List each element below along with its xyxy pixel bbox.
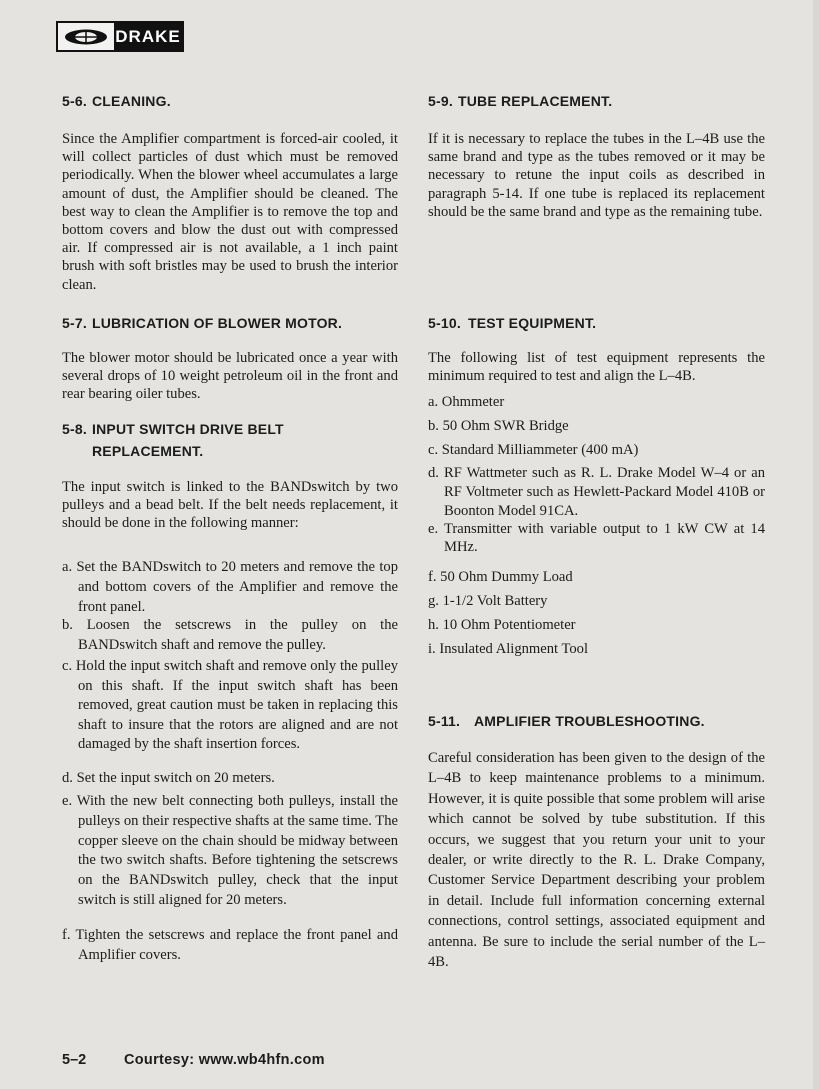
section-number: 5-6. [62,93,87,109]
section-number: 5-9. [428,93,453,109]
section-title: TEST EQUIPMENT. [468,315,597,331]
section-number: 5-11. [428,713,461,729]
drake-logo [56,21,184,52]
list-item: f. Tighten the setscrews and replace the front panel and Amplifier covers. [62,927,398,963]
list-item: g. 1-1/2 Volt Battery [428,593,548,609]
section-number: 5-8. [62,421,87,437]
list-item: h. 10 Ohm Potentiometer [428,617,576,633]
list-item: i. Insulated Alignment Tool [428,641,589,657]
list-item: b. 50 Ohm SWR Bridge [428,418,569,434]
section-heading-5-8 [62,418,284,462]
belt-paragraph: The input switch is linked to the BANDswitch by two pulleys and a bead belt. If the belt needs replacement, it should be done in the following manner: [62,479,398,532]
troubleshooting-paragraph: Careful consideration has been given to the design of the L–4B to keep maintenance problems to a minimum. However, it is quite possible that some problem will arise which cannot be solved by tube substitution. If this occurs, we suggest that you return your unit to your dealer, or write directly to the R. L. Drake Company, Customer Service Department describing your problem in detail. Include full information concerning external connections, control settings, associated equipment and antenna. Be sure to include the serial number of the L–4B. [428,750,765,971]
logo-text: DRAKE [114,23,182,50]
section-heading-5-11 [428,713,705,729]
section-title: LUBRICATION OF BLOWER MOTOR. [92,315,343,331]
list-item: d. Set the input switch on 20 meters. [62,770,275,786]
list-item: a. Set the BANDswitch to 20 meters and remove the top and bottom covers of the Amplifier and remove the front panel. [62,559,398,615]
list-item: b. Loosen the setscrews in the pulley on the BANDswitch shaft and remove the pulley. [62,617,398,653]
list-item: f. 50 Ohm Dummy Load [428,569,573,585]
section-title: AMPLIFIER TROUBLESHOOTING. [474,713,705,729]
list-item: d. RF Wattmeter such as R. L. Drake Model W–4 or an RF Voltmeter such as Hewlett-Packard Model 410B or Boonton Model 91CA. [428,465,765,519]
list-item: c. Standard Milliammeter (400 mA) [428,442,639,458]
section-number: 5-10. [428,315,461,331]
page-edge [813,0,819,1089]
list-item: e. Transmitter with variable output to 1 kW CW at 14 MHz. [428,521,765,555]
section-title-cont: REPLACEMENT. [92,443,204,459]
page-number: 5–2 [62,1052,87,1068]
section-title: INPUT SWITCH DRIVE BELT [92,421,284,437]
section-title: CLEANING. [92,93,171,109]
cleaning-paragraph: Since the Amplifier compartment is forced-air cooled, it will collect particles of dust which must be removed periodically. When the blower wheel accumulates a large amount of dust, the Amplifier should be cleaned. The best way to clean the Amplifier is to remove the top and bottom covers and blow the dust out with compressed air. If compressed air is not available, a 1 inch paint brush with soft bristles may be used to brush the interior clean. [62,131,398,293]
section-title: TUBE REPLACEMENT. [458,93,613,109]
section-heading-5-9 [428,93,612,109]
drake-emblem-icon [58,23,114,50]
section-heading-5-6 [62,93,171,109]
section-heading-5-10 [428,315,596,331]
section-number: 5-7. [62,315,87,331]
list-item: a. Ohmmeter [428,394,505,410]
list-item: c. Hold the input switch shaft and remove only the pulley on this shaft. If the input switch shaft has been removed, great caution must be taken in replacing this shaft to insure that the rotors are aligned and are not damaged by the shaft insertion forces. [62,658,398,752]
courtesy-note: Courtesy: www.wb4hfn.com [124,1052,325,1068]
tube-paragraph: If it is necessary to replace the tubes in the L–4B use the same brand and type as the tubes removed or it may be necessary to retune the input coils as described in paragraph 5-14. If one tube is replaced its replacement should be the same brand and type as the remaining tube. [428,131,765,220]
lubrication-paragraph: The blower motor should be lubricated once a year with several drops of 10 weight petroleum oil in the front and rear bearing oiler tubes. [62,350,398,403]
test-equipment-paragraph: The following list of test equipment represents the minimum required to test and align the L–4B. [428,350,765,385]
section-heading-5-7 [62,315,342,331]
list-item: e. With the new belt connecting both pulleys, install the pulleys on their respective shafts at the same time. The copper sleeve on the chain should be midway between the two switch shafts. Before tightening the setscrews on the BANDswitch pulley, check that the input switch is still aligned for 20 meters. [62,793,398,908]
